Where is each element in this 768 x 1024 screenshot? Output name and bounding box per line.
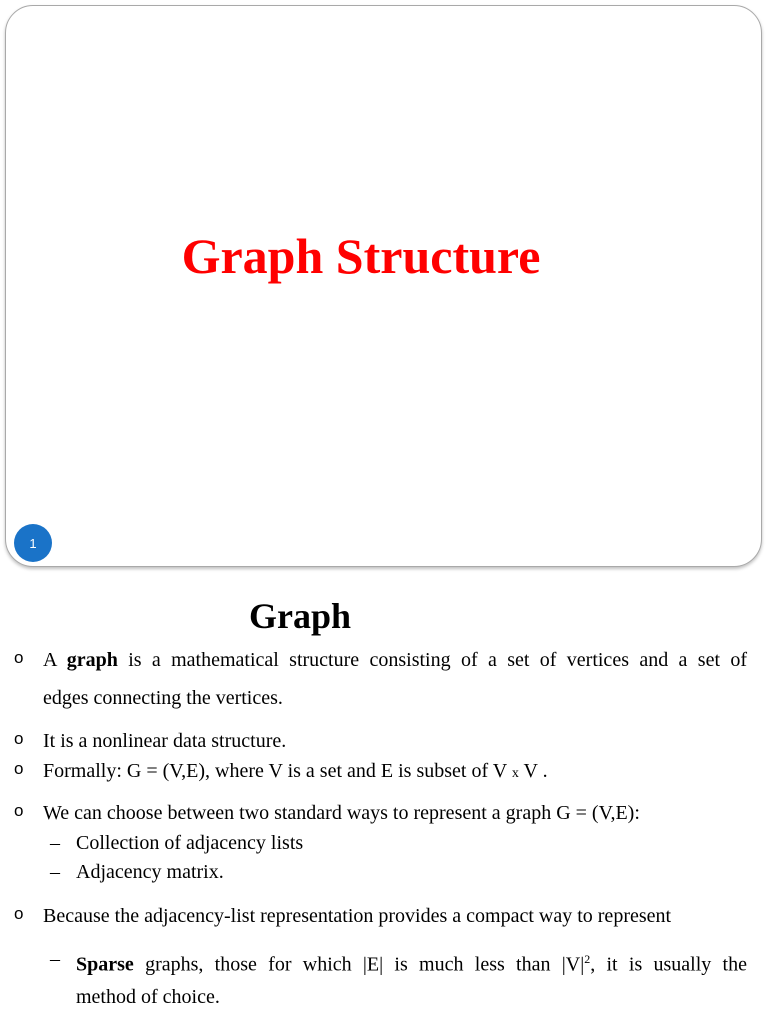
sparse-text-end: , it is usually the [590, 953, 747, 976]
sub-item-adjacency-lists: Collection of adjacency lists [76, 832, 304, 854]
paragraph-nonlinear: It is a nonlinear data structure. [43, 730, 287, 752]
bullet-marker: o [14, 759, 24, 778]
dash-marker: – [50, 861, 60, 883]
sparse-term: Sparse [76, 953, 134, 976]
paragraph-representations: We can choose between two standard ways to represent a graph G = (V,E): [43, 802, 640, 824]
paragraph-graph-definition [43, 648, 747, 672]
sparse-text: graphs, those for which |E| is much less than |V| [145, 953, 585, 976]
sub-item-sparse-graphs-line2: method of choice. [76, 986, 220, 1008]
dash-marker: – [50, 948, 60, 970]
section-heading: Graph [248, 596, 352, 636]
paragraph-adjacency-list: Because the adjacency-list representation provides a compact way to represent [43, 905, 672, 927]
bullet-marker: o [14, 648, 24, 667]
definition-article: A [43, 649, 57, 671]
page-number-badge[interactable]: 1 [14, 524, 52, 562]
formal-text-end: V . [523, 760, 548, 782]
cross-product-symbol: x [511, 766, 519, 781]
sub-item-sparse-graphs [76, 947, 747, 977]
slide-title: Graph Structure [181, 228, 541, 284]
bullet-marker: o [14, 729, 24, 748]
definition-text: is a mathematical structure consisting of a set of vertices and a set of [128, 649, 748, 671]
paragraph-formal [43, 759, 548, 786]
paragraph-graph-definition-line2: edges connecting the vertices. [43, 687, 283, 709]
slide-frame [5, 5, 762, 567]
dash-marker: – [50, 832, 60, 854]
sub-item-adjacency-matrix: Adjacency matrix. [76, 861, 224, 883]
superscript-two: 2 [584, 952, 591, 966]
bullet-marker: o [14, 904, 24, 923]
formal-text: Formally: G = (V,E), where V is a set and E is subset of V [43, 760, 507, 782]
bullet-marker: o [14, 801, 24, 820]
definition-term: graph [66, 649, 118, 671]
